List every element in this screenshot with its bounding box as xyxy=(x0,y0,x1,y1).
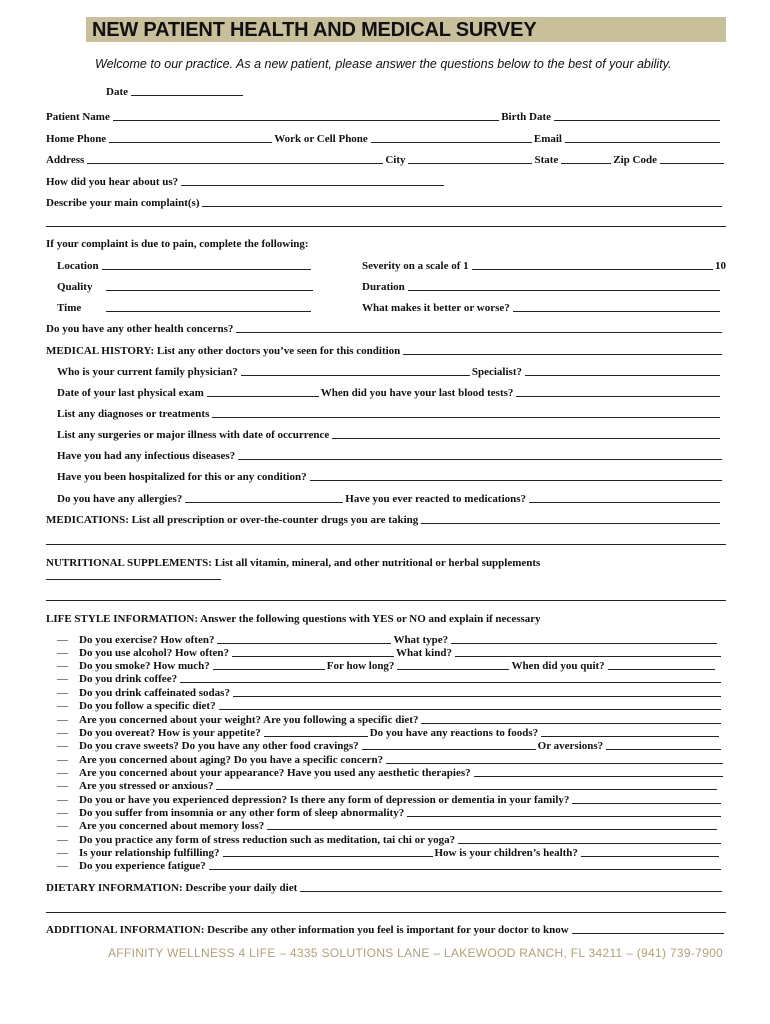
memory-label: Are you concerned about memory loss? xyxy=(79,820,265,832)
dietary-field[interactable] xyxy=(300,890,722,892)
exam-row xyxy=(57,385,722,399)
better-worse-label: What makes it better or worse? xyxy=(362,302,510,314)
other-concerns-field[interactable] xyxy=(236,331,722,333)
diagnoses-field[interactable] xyxy=(212,416,720,418)
weight-label: Are you concerned about your weight? Are you following a specific diet? xyxy=(79,714,419,726)
dietary-label: DIETARY INFORMATION: Describe your daily diet xyxy=(46,882,298,894)
severity-row xyxy=(362,258,726,272)
supplements-row xyxy=(46,555,540,569)
sweets-field[interactable] xyxy=(362,748,536,750)
dash: — xyxy=(57,860,68,872)
infectious-field[interactable] xyxy=(238,458,722,460)
family-physician-field[interactable] xyxy=(241,374,470,376)
lifestyle-header: LIFE STYLE INFORMATION: Answer the following questions with YES or NO and explain if necessary xyxy=(46,613,541,625)
dash: — xyxy=(57,647,68,659)
supplements-field[interactable] xyxy=(46,578,221,580)
quit-field[interactable] xyxy=(608,668,715,670)
what-kind-label: What kind? xyxy=(396,647,452,659)
dash: — xyxy=(57,767,68,779)
dash: — xyxy=(57,754,68,766)
appearance-field[interactable] xyxy=(474,775,723,777)
quality-label: Quality xyxy=(57,281,93,293)
aversions-label: Or aversions? xyxy=(537,740,604,752)
complaint-field[interactable] xyxy=(202,205,722,207)
dash: — xyxy=(57,807,68,819)
relationship-label: Is your relationship fulfilling? xyxy=(79,847,220,859)
last-exam-label: Date of your last physical exam xyxy=(57,387,204,399)
time-label: Time xyxy=(57,302,82,314)
birth-date-label: Birth Date xyxy=(501,111,551,123)
dash: — xyxy=(57,700,68,712)
medical-history-row xyxy=(46,343,724,357)
address-field[interactable] xyxy=(87,162,383,164)
sodas-label: Do you drink caffeinated sodas? xyxy=(79,687,230,699)
lifestyle-sweets-row xyxy=(57,738,723,752)
page-title: NEW PATIENT HEALTH AND MEDICAL SURVEY xyxy=(92,19,537,41)
time-field[interactable] xyxy=(106,310,311,312)
dash: — xyxy=(57,780,68,792)
fatigue-label: Do you experience fatigue? xyxy=(79,860,206,872)
email-label: Email xyxy=(533,133,562,145)
stressed-field[interactable] xyxy=(216,788,717,790)
work-phone-field[interactable] xyxy=(371,141,532,143)
specialist-field[interactable] xyxy=(525,374,720,376)
children-label: How is your children’s health? xyxy=(434,847,578,859)
diagnoses-label: List any diagnoses or treatments xyxy=(57,408,210,420)
pain-header-row xyxy=(46,236,309,250)
dash: — xyxy=(57,847,68,859)
surgeries-row xyxy=(57,427,722,441)
memory-field[interactable] xyxy=(267,828,717,830)
lifestyle-memory-row xyxy=(57,818,719,832)
appearance-label: Are you concerned about your appearance? Have you used any aesthetic therapies? xyxy=(79,767,471,779)
lifestyle-header-row xyxy=(46,611,541,625)
exercise-field[interactable] xyxy=(217,642,391,644)
city-field[interactable] xyxy=(408,162,532,164)
lifestyle-stress-reduction-row xyxy=(57,832,723,846)
lifestyle-overeat-row xyxy=(57,725,721,739)
city-label: City xyxy=(385,154,406,166)
lifestyle-depression-row xyxy=(57,792,723,806)
duration-row xyxy=(362,279,722,293)
coffee-field[interactable] xyxy=(180,681,721,683)
lifestyle-appearance-row xyxy=(57,765,725,779)
dash: — xyxy=(57,714,68,726)
dash: — xyxy=(57,794,68,806)
lifestyle-insomnia-row xyxy=(57,805,723,819)
additional-field[interactable] xyxy=(572,932,724,934)
reacted-label: Have you ever reacted to medications? xyxy=(345,493,527,505)
physician-row xyxy=(57,364,722,378)
dash: — xyxy=(57,820,68,832)
diagnoses-row xyxy=(57,406,722,420)
diet-label: Do you follow a specific diet? xyxy=(79,700,216,712)
coffee-label: Do you drink coffee? xyxy=(79,673,178,685)
work-phone-label: Work or Cell Phone xyxy=(274,133,368,145)
supplements-label: NUTRITIONAL SUPPLEMENTS: List all vitamin, mineral, and other nutritional or herbal supplements xyxy=(46,557,541,569)
lifestyle-weight-row xyxy=(57,712,723,726)
duration-field[interactable] xyxy=(408,289,720,291)
date-row xyxy=(106,84,245,98)
state-label: State xyxy=(534,154,559,166)
food-reactions-field[interactable] xyxy=(541,735,719,737)
what-kind-field[interactable] xyxy=(455,655,721,657)
aversions-field[interactable] xyxy=(606,748,721,750)
patient-name-label: Patient Name xyxy=(46,111,110,123)
dash: — xyxy=(57,834,68,846)
children-field[interactable] xyxy=(581,855,719,857)
quality-field[interactable] xyxy=(106,289,313,291)
other-concerns-row xyxy=(46,321,724,335)
how-long-label: For how long? xyxy=(326,660,395,672)
hear-label: How did you hear about us? xyxy=(46,176,179,188)
exercise-label: Do you exercise? How often? xyxy=(79,634,215,646)
pain-header: If your complaint is due to pain, complete the following: xyxy=(46,238,309,250)
blood-tests-label: When did you have your last blood tests? xyxy=(320,387,514,399)
supplements-line-2[interactable] xyxy=(46,599,726,601)
aging-field[interactable] xyxy=(386,762,723,764)
infectious-label: Have you had any infectious diseases? xyxy=(57,450,236,462)
overeat-field[interactable] xyxy=(264,735,368,737)
medical-history-field[interactable] xyxy=(403,353,722,355)
footer-address: AFFINITY WELLNESS 4 LIFE – 4335 SOLUTIONS LANE – LAKEWOOD RANCH, FL 34211 – (941) 739-7900 xyxy=(108,946,724,960)
severity-label: Severity on a scale of 1 xyxy=(362,260,469,272)
overeat-label: Do you overeat? How is your appetite? xyxy=(79,727,261,739)
hear-row xyxy=(46,174,446,188)
state-field[interactable] xyxy=(561,162,611,164)
surgeries-label: List any surgeries or major illness with date of occurrence xyxy=(57,429,330,441)
birth-date-field[interactable] xyxy=(554,119,720,121)
lifestyle-fatigue-row xyxy=(57,858,723,872)
title-bar xyxy=(86,17,726,42)
allergies-label: Do you have any allergies? xyxy=(57,493,183,505)
email-field[interactable] xyxy=(565,141,720,143)
insomnia-field[interactable] xyxy=(407,815,721,817)
date-field[interactable] xyxy=(131,94,243,96)
medications-field[interactable] xyxy=(421,522,720,524)
home-phone-label: Home Phone xyxy=(46,133,107,145)
better-worse-field[interactable] xyxy=(513,310,720,312)
hospitalized-field[interactable] xyxy=(310,479,722,481)
lifestyle-diet-row xyxy=(57,698,723,712)
depression-field[interactable] xyxy=(572,802,721,804)
dash: — xyxy=(57,660,68,672)
sodas-field[interactable] xyxy=(233,695,721,697)
stress-reduction-field[interactable] xyxy=(458,842,721,844)
patient-name-field[interactable] xyxy=(113,119,499,121)
insomnia-label: Do you suffer from insomnia or any other form of sleep abnormality? xyxy=(79,807,405,819)
stressed-label: Are you stressed or anxious? xyxy=(79,780,214,792)
dietary-row xyxy=(46,880,724,894)
location-label: Location xyxy=(57,260,99,272)
medications-row xyxy=(46,512,722,526)
alcohol-field[interactable] xyxy=(232,655,394,657)
quit-label: When did you quit? xyxy=(511,660,605,672)
reacted-field[interactable] xyxy=(529,501,720,503)
home-phone-field[interactable] xyxy=(109,141,272,143)
address-label: Address xyxy=(46,154,85,166)
medical-history-label: MEDICAL HISTORY: List any other doctors you’ve seen for this condition xyxy=(46,345,401,357)
last-exam-field[interactable] xyxy=(207,395,319,397)
blood-tests-field[interactable] xyxy=(516,395,720,397)
zip-field[interactable] xyxy=(660,162,724,164)
lifestyle-aging-row xyxy=(57,752,725,766)
alcohol-label: Do you use alcohol? How often? xyxy=(79,647,230,659)
location-row xyxy=(57,258,313,272)
stress-reduction-label: Do you practice any form of stress reduction such as meditation, tai chi or yoga? xyxy=(79,834,456,846)
specialist-label: Specialist? xyxy=(471,366,522,378)
lifestyle-smoke-row xyxy=(57,658,717,672)
depression-label: Do you or have you experienced depression? Is there any form of depression or dementia in your family? xyxy=(79,794,570,806)
dash: — xyxy=(57,673,68,685)
hear-field[interactable] xyxy=(181,184,444,186)
dash: — xyxy=(57,687,68,699)
location-field[interactable] xyxy=(102,268,311,270)
duration-label: Duration xyxy=(362,281,405,293)
patient-name-row xyxy=(46,109,722,123)
food-reactions-label: Do you have any reactions to foods? xyxy=(369,727,539,739)
hospitalized-row xyxy=(57,469,724,483)
surgeries-field[interactable] xyxy=(332,437,720,439)
quality-row xyxy=(57,279,315,293)
zip-label: Zip Code xyxy=(613,154,657,166)
aging-label: Are you concerned about aging? Do you have a specific concern? xyxy=(79,754,384,766)
phone-row xyxy=(46,131,722,145)
medications-label: MEDICATIONS: List all prescription or over-the-counter drugs you are taking xyxy=(46,514,419,526)
other-concerns-label: Do you have any other health concerns? xyxy=(46,323,234,335)
address-row xyxy=(46,152,726,166)
dash: — xyxy=(57,727,68,739)
lifestyle-coffee-row xyxy=(57,671,723,685)
lifestyle-relationship-row xyxy=(57,845,721,859)
medications-line-2[interactable] xyxy=(46,543,726,545)
hospitalized-label: Have you been hospitalized for this or any condition? xyxy=(57,471,307,483)
time-row xyxy=(57,300,313,314)
lifestyle-stressed-row xyxy=(57,778,719,792)
weight-field[interactable] xyxy=(421,722,721,724)
what-type-label: What type? xyxy=(393,634,449,646)
infectious-row xyxy=(57,448,724,462)
additional-row xyxy=(46,922,726,936)
dash: — xyxy=(57,740,68,752)
allergies-field[interactable] xyxy=(185,501,343,503)
additional-label: ADDITIONAL INFORMATION: Describe any other information you feel is important for your doctor to know xyxy=(46,924,569,936)
diet-field[interactable] xyxy=(219,708,721,710)
smoke-field[interactable] xyxy=(213,668,325,670)
severity-field[interactable] xyxy=(472,268,713,270)
allergies-row xyxy=(57,491,722,505)
dash: — xyxy=(57,634,68,646)
complaint-line-2[interactable] xyxy=(46,225,726,227)
family-physician-label: Who is your current family physician? xyxy=(57,366,238,378)
dietary-line-2[interactable] xyxy=(46,911,726,913)
welcome-text: Welcome to our practice. As a new patient, please answer the questions below to the best of your ability. xyxy=(95,57,672,71)
fatigue-field[interactable] xyxy=(209,868,721,870)
better-worse-row xyxy=(362,300,722,314)
lifestyle-sodas-row xyxy=(57,685,723,699)
sweets-label: Do you crave sweets? Do you have any other food cravings? xyxy=(79,740,359,752)
complaint-label: Describe your main complaint(s) xyxy=(46,197,200,209)
lifestyle-exercise-row xyxy=(57,632,719,646)
severity-max: 10 xyxy=(715,260,726,272)
smoke-label: Do you smoke? How much? xyxy=(79,660,210,672)
what-type-field[interactable] xyxy=(451,642,717,644)
lifestyle-alcohol-row xyxy=(57,645,723,659)
relationship-field[interactable] xyxy=(223,855,433,857)
how-long-field[interactable] xyxy=(397,668,509,670)
date-label: Date xyxy=(106,86,128,98)
complaint-row xyxy=(46,195,724,209)
